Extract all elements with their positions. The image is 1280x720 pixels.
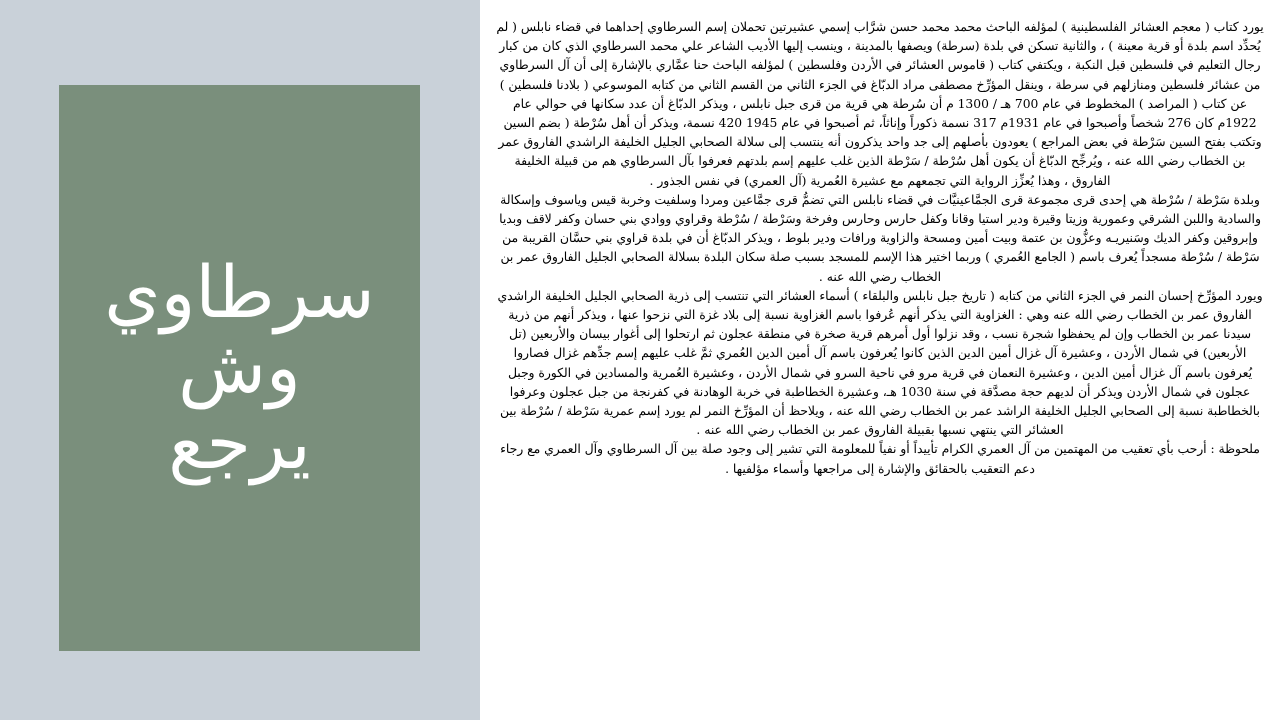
paragraph: ويورد المؤرِّخ إحسان النمر في الجزء الثاني من كتابه ( تاريخ جبل نابلس والبلقاء ) أسماء العشائر التي تنتسب إلى ذرية الصحابي الجليل الخليفة الراشدي الفاروق عمر بن الخطاب رضي الله عنه وهي : الغزاوية التي يذكر أنهم عُرفوا باسم الغزاوية نسبة إلى بلاد غزة التي نزحوا عنها ، ويذكر أنهم من ذرية سيدنا عمر بن الخطاب وإن لم يحفظوا شجرة نسب ، وقد نزلوا أول أمرهم قرية صخرة في منطقة عجلون ثم ارتحلوا إلى أغوار بيسان والأربعين (تل الأربعين) في شمال الأردن ، وعشيرة آل غزال أمين الدين الذين كانوا يُعرفون باسم آل أمين الدين العُمري ثمَّ غلب عليهم إسم جدِّهم غزال فصاروا يُعرفون باسم آل غزال أمين الدين ، وعشيرة النعمان في قرية مرو في ناحية السرو في شمال الأردن ، وعشيرة العُمرية والمسادين في الكورة وجبل عجلون في شمال الأردن ويذكر أن لديهم حجة مصدَّقة في سنة 1030 هـ، وعشيرة الخطاطبة في خربة الوهادنة في كفرنجة من جبل عجلون وعرفوا بالخطاطبة نسبة إلى الصحابي الجليل الخليفة الراشد عمر بن الخطاب رضي الله عنه ، ويلاحظ أن المؤرِّخ النمر لم يورد إسم عمرية سَرْطة / سُرْطة بين العشائر التي ينتهي نسبها بقبيلة الفاروق عمر بن الخطاب رضي الله عنه . bbox=[497, 288, 1263, 438]
paragraph: وبلدة سَرْطة / سُرْطة هي إحدى قرى مجموعة قرى الجمَّاعينيَّات في قضاء نابلس التي تضمُّ قرى جمَّاعين ومردا وسلفيت وخربة قيس وياسوف وإسكالة والسادية واللبن الشرقي وعمورية وزيتا وقيرة ودير استيا وقانا وكفل حارس وحارس وفرخة وسَرْطة / سُرْطة وقراوي ووادي بني حسان وكفر لاقف وبديا وإبروقين وكفر الديك وسَنيريـه وعزُّون بن عتمة وبيت أمين ومسحة والزاوية ورافات ودير بلوط ، ويذكر الدبّاغ أن في بلدة قراوي بني حسَّان القريبة من سَرْطة / سُرْطة مسجداً يُعرف باسم ( الجامع العُمري ) وربما اختير هذا الإسم للمسجد بسبب صلة سكان البلدة بسلالة الصحابي الجليل الفاروق عمر بن الخطاب رضي الله عنه . bbox=[499, 192, 1261, 284]
left-panel bbox=[0, 0, 480, 720]
slide-title: سرطاوي وش يرجع bbox=[104, 249, 375, 485]
body-text bbox=[494, 18, 1266, 479]
paragraph: يورد كتاب ( معجم العشائر الفلسطينية ) لمؤلفه الباحث محمد محمد حسن شرَّاب إسمي عشيرتين تحملان إسم السرطاوي إحداهما في قضاء نابلس ( لم يُحدِّد اسم بلدة أو قرية معينة ) ، والثانية تسكن في بلدة (سرطة) ويصفها بالمدينة ، وينسب إليها الأديب الشاعر علي محمد السرطاوي الذي كان من كبار رجال التعليم في فلسطين قبل النكبة ، ويكتفي كتاب ( قاموس العشائر في الأردن وفلسطين ) لمؤلفه الباحث حنا عمَّاري بالإشارة إلى أن آل السرطاوي من عشائر فلسطين ومنازلهم في سرطة ، وينقل المؤرِّخ مصطفى مراد الدبّاغ في الجزء الثاني من القسم الثاني من كتابه الموسوعي ( بلادنا فلسطين ) عن كتاب ( المراصد ) المخطوط في عام 700 هـ / 1300 م أن سُرطة هي قرية من قرى جبل نابلس ، ويذكر الدبّاغ أن عدد سكانها في حوالي عام 1922م كان 276 شخصاً وأصبحوا في عام 1931م 317 نسمة ذكوراً وإناثاً، ثم أصبحوا في عام 1945 420 نسمة، ويذكر أن أهل سُرْطة ( بضم السين وتكتب بفتح السين سَرْطة في بعض المراجع ) يعودون بأصلهم إلى جد واحد يذكرون أنه ينتسب إلى سلالة الصحابي الجليل الخليفة الراشدي الفاروق عمر بن الخطاب رضي الله عنه ، ويُرجِّح الدبّاغ أن يكون أهل سُرْطة / سَرْطة الذين غلب عليهم إسم بلدتهم فعرفوا بآل السرطاوي هم من قبيلة الخليفة الفاروق ، وهذا يُعزِّز الرواية التي تجمعهم مع عشيرة العُمرية (آل العمري) في نفس الجذور . bbox=[496, 20, 1264, 188]
paragraph: ملحوظة : أرحب بأي تعقيب من المهتمين من آل العمري الكرام تأييداً أو نفياً للمعلومة التي تشير إلى وجود صلة بين آل السرطاوي وآل العمري مع رجاء دعم التعقيب بالحقائق والإشارة إلى مراجعها وأسماء مؤلفيها . bbox=[500, 442, 1260, 476]
title-box bbox=[59, 85, 420, 651]
content-area bbox=[480, 0, 1280, 720]
